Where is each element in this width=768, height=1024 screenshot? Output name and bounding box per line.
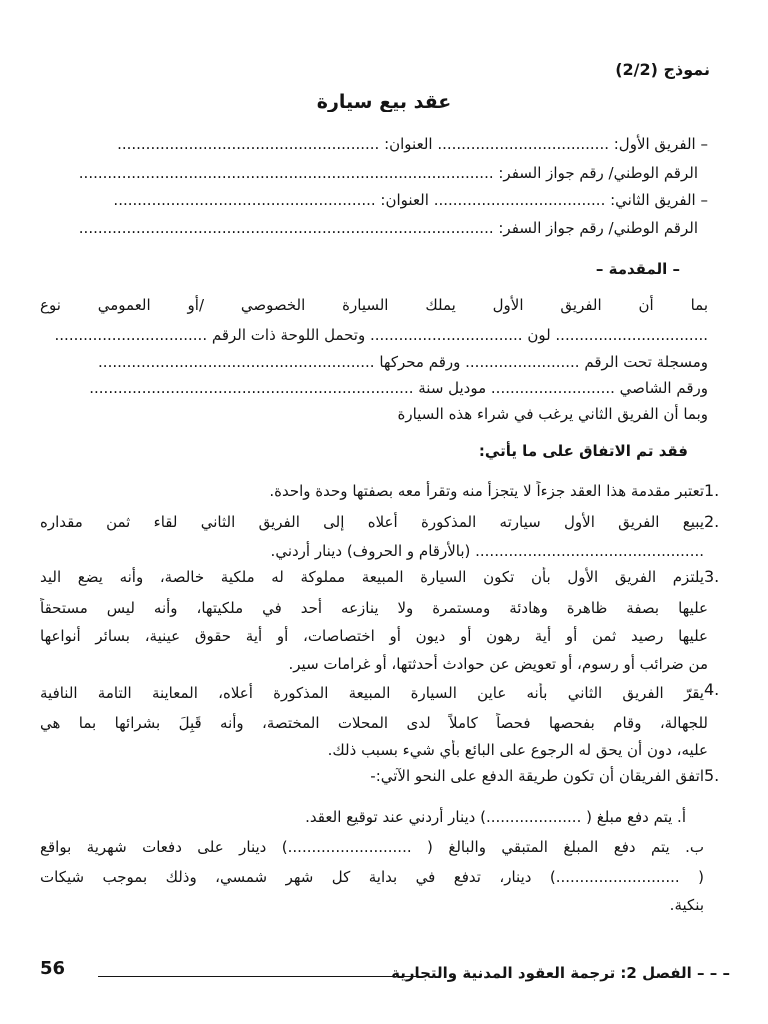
first-party-line: – الفريق الأول: .................................... العنوان: ....................................................... — [117, 135, 708, 153]
clause-line: عليها رصيد ثمن أو أية رهون أو ديون أو اختصاصات، أو أية حقوق عينية، بسائر أنواعها — [40, 627, 708, 645]
footer-rule — [98, 976, 423, 977]
intro-heading: – المقدمة – — [595, 260, 680, 278]
intro-line: ومسجلة تحت الرقم ........................ ورقم محركها .......................................................... — [98, 353, 708, 371]
clause-line: من ضرائب أو رسوم، أو تعويض عن حوادث أحدثتها، أو غرامات سير. — [288, 655, 708, 673]
clause-line: تعتبر مقدمة هذا العقد جزءاً لا يتجزأ منه وتقرأ معه بصفتها وحدة واحدة. — [269, 482, 704, 500]
clause-line: اتفق الفريقان أن تكون طريقة الدفع على النحو الآتي:- — [370, 767, 704, 785]
clause-number: 2. — [704, 512, 720, 531]
clause-number: 4. — [704, 680, 720, 699]
payment-item-a: أ. يتم دفع مبلغ ( ....................) دينار أردني عند توقيع العقد. — [305, 808, 686, 826]
agreement-heading: فقد تم الاتفاق على ما يأتي: — [478, 442, 688, 460]
clause-line: يلتزم الفريق الأول بأن تكون السيارة المبيعة مملوكة له ملكية خالصة، وأنه يضع اليد — [40, 568, 704, 586]
payment-item-b-line: ب. يتم دفع المبلغ المتبقي والبالغ ( ..........................) دينار على دفعات شهرية بواقع — [40, 838, 704, 856]
document-title: عقد بيع سيارة — [316, 92, 452, 112]
clause-number: 1. — [704, 481, 720, 500]
payment-item-b-line: ( ..........................) دينار، تدفع في بداية كل شهر شمسي، وذلك بموجب شيكات — [40, 868, 704, 886]
intro-line: بما أن الفريق الأول يملك السيارة الخصوصي /أو العمومي نوع — [40, 296, 708, 314]
intro-line: ورقم الشاصي .......................... موديل سنة .................................................................... — [89, 379, 708, 397]
clause-number: 5. — [704, 766, 720, 785]
second-party-line: – الفريق الثاني: .................................... العنوان: ....................................................... — [113, 191, 708, 209]
form-number: نموذج (2/2) — [615, 60, 710, 79]
clause-line: يبيع الفريق الأول سيارته المذكورة أعلاه إلى الفريق الثاني لقاء ثمن مقداره — [40, 513, 704, 531]
intro-line: وبما أن الفريق الثاني يرغب في شراء هذه السيارة — [397, 405, 708, 423]
clause-line: عليه، دون أن يحق له الرجوع على البائع بأي شيء بسبب ذلك. — [327, 741, 708, 759]
payment-item-b-line: بنكية. — [669, 896, 704, 914]
clause-number: 3. — [704, 567, 720, 586]
intro-line: ................................ لون ................................ وتحمل اللوحة ذات الرقم ................................ — [54, 326, 708, 344]
clause-line: ................................................ (بالأرقام و الحروف) دينار أردني. — [270, 542, 704, 560]
footer-chapter-title: – – – الفصل 2: ترجمة العقود المدنية والتجارية — [391, 964, 730, 982]
page-number: 56 — [40, 958, 66, 979]
clause-line: عليها بصفة ظاهرة وهادئة ومستمرة ولا ينازعه أحد في ملكيتها، وأنه ليس مستحقاً — [40, 599, 708, 617]
clause-line: يقرّ الفريق الثاني بأنه عاين السيارة المبيعة المذكورة أعلاه، المعاينة التامة النافية — [40, 684, 704, 702]
second-party-id-line: الرقم الوطني/ رقم جواز السفر: ....................................................................................... — [78, 219, 698, 237]
first-party-id-line: الرقم الوطني/ رقم جواز السفر: ....................................................................................... — [78, 164, 698, 182]
clause-line: للجهالة، وقام بفحصها فحصاً كاملاً لدى المحلات المختصة، وأنه قَبِلَ بشرائها بما هي — [40, 714, 708, 732]
